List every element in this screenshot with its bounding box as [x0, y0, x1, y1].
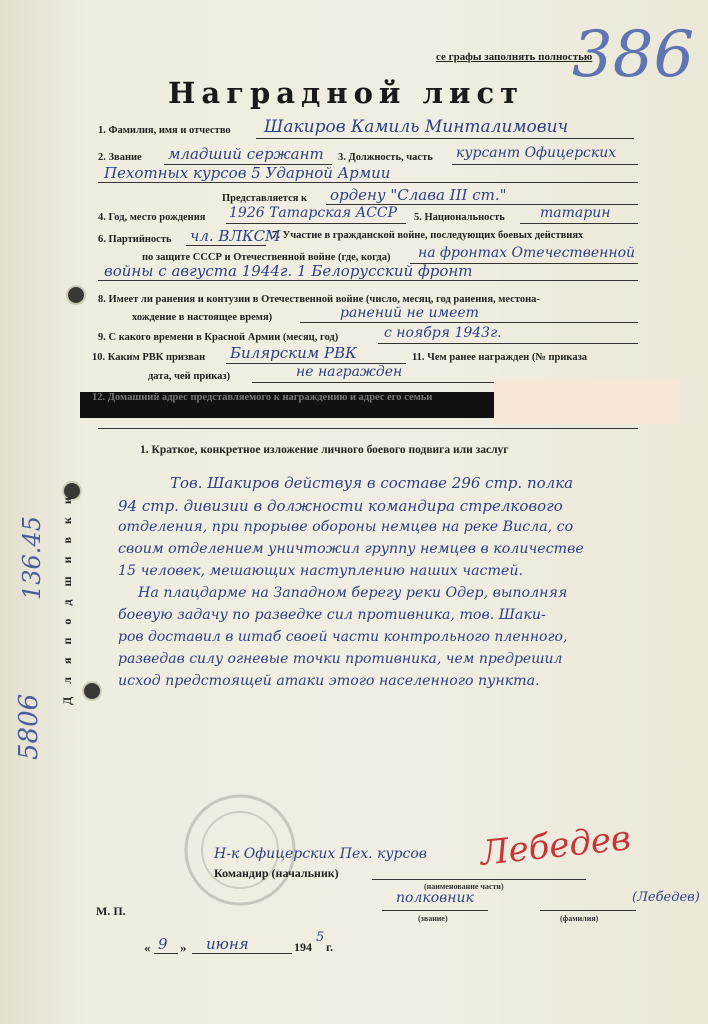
date-day-line — [154, 953, 178, 954]
binding-caption: Д л я п о д ш и в к и — [60, 492, 74, 705]
field-7-label-cont: по защите СССР и Отечественной войне (где, когда) — [142, 252, 391, 263]
date-day: 9 — [158, 935, 168, 953]
name-handwritten: (Лебедев) — [632, 890, 700, 905]
field-1-value: Шакиров Камиль Минталимович — [264, 117, 569, 137]
field-4-line — [226, 223, 406, 224]
field-8-line — [300, 322, 638, 323]
field-8-label-cont: хождение в настоящее время) — [132, 312, 273, 323]
field-3-value: курсант Офицерских — [456, 145, 617, 161]
field-1-label: 1. Фамилия, имя и отчество — [98, 125, 231, 136]
date-suffix: г. — [326, 940, 334, 954]
field-12-line — [98, 428, 638, 429]
narrative-line: ров доставил в штаб своей части контрольного пленного, — [118, 629, 568, 645]
field-5-value: татарин — [540, 205, 611, 221]
field-6-value: чл. ВЛКСМ — [190, 227, 281, 245]
field-5-line — [520, 223, 638, 224]
field-12-label: 12. Домашний адрес представляемого к награждению и адрес его семьи — [92, 392, 433, 403]
narrative-line: На плацдарме на Западном берегу реки Одер, выполняя — [138, 585, 568, 601]
field-3-line-cont — [98, 182, 638, 183]
field-4-value: 1926 Татарская АССР — [229, 205, 398, 221]
narrative-line: разведав силу огневые точки противника, чем предрешил — [118, 651, 563, 667]
narrative-line: своим отделением уничтожил группу немцев в количестве — [118, 541, 584, 557]
field-7-line-cont — [98, 280, 638, 281]
date-month: июня — [206, 935, 249, 953]
date-close-quote: » — [180, 940, 187, 955]
narrative-line: Тов. Шакиров действуя в составе 296 стр. полка — [170, 474, 574, 492]
commander-line — [372, 879, 586, 880]
date-year-prefix: 194 — [294, 940, 312, 954]
field-11-label: 11. Чем ранее награжден (№ приказа — [412, 352, 588, 363]
field-7-value: на фронтах Отечественной — [418, 245, 636, 261]
rank-caption: (звание) — [418, 914, 448, 923]
unit-caption: (наименование части) — [424, 882, 504, 891]
narrative-line: исход предстоящей атаки этого населенного пункта. — [118, 673, 540, 689]
commander-unit-handwritten: Н-к Офицерских Пех. курсов — [214, 846, 427, 862]
field-6-label: 6. Партийность — [98, 234, 172, 245]
field-3-line — [452, 164, 638, 165]
rank-handwritten: полковник — [396, 890, 474, 906]
field-2-value: младший сержант — [168, 145, 324, 163]
narrative-line: отделения, при прорыве обороны немцев на реке Висла, со — [118, 519, 574, 535]
section-heading: 1. Краткое, конкретное изложение личного боевого подвига или заслуг — [140, 444, 509, 456]
field-1-line — [256, 138, 634, 139]
field-9-value: с ноября 1943г. — [384, 325, 502, 341]
signature-scribble: Лебедев — [478, 818, 633, 874]
rank-line — [382, 910, 488, 911]
narrative-line: 15 человек, мешающих наступлению наших частей. — [118, 563, 524, 579]
field-10-value: Билярским РВК — [230, 344, 357, 362]
narrative-line: боевую задачу по разведке сил противника, тов. Шаки- — [118, 607, 546, 623]
commander-label: Командир (начальник) — [214, 866, 339, 880]
field-9-label: 9. С какого времени в Красной Армии (месяц, год) — [98, 332, 339, 343]
field-4-label: 4. Год, место рождения — [98, 212, 206, 223]
margin-number-1: 5806 — [14, 693, 44, 760]
field-2-label: 2. Звание — [98, 152, 142, 163]
binding-hole-bottom — [84, 683, 100, 699]
field-7-label: 7. Участие в гражданской войне, последующих боевых действиях — [272, 230, 584, 241]
handwritten-record-number: 386 — [572, 18, 695, 92]
field-10-label: 10. Каким РВК призван — [92, 352, 206, 363]
redaction-box-light — [494, 380, 680, 424]
field-11-value: не награжден — [296, 364, 403, 380]
margin-number-2: 136.45 — [18, 516, 46, 600]
seal-place-label: М. П. — [96, 904, 126, 918]
narrative-line: 94 стр. дивизии в должности командира стрелкового — [118, 497, 563, 515]
field-11-label-cont: дата, чей приказ) — [148, 371, 231, 382]
field-5-label: 5. Национальность — [414, 212, 505, 223]
field-3-value-cont: Пехотных курсов 5 Ударной Армии — [104, 164, 391, 182]
date-month-line — [192, 953, 292, 954]
page-title: Наградной лист — [168, 76, 525, 110]
presented-label: Представляется к — [222, 193, 308, 204]
field-6-line — [186, 245, 266, 246]
field-7-value-cont: войны с августа 1944г. 1 Белорусский фронт — [104, 262, 473, 280]
date-open-quote: « — [144, 940, 151, 955]
field-3-label: 3. Должность, часть — [338, 152, 433, 163]
fill-note: се графы заполнять полностью — [436, 51, 593, 63]
field-8-label: 8. Имеет ли ранения и контузии в Отечественной войне (число, месяц, год ранения, местона- — [98, 294, 540, 305]
date-year-hand: 5 — [316, 930, 325, 945]
name-line — [540, 910, 636, 911]
binding-hole-top — [68, 287, 84, 303]
field-8-value: ранений не имеет — [340, 305, 479, 321]
name-caption: (фамилия) — [560, 914, 599, 923]
presented-value: ордену "Слава III ст." — [330, 186, 507, 204]
field-9-line — [378, 343, 638, 344]
